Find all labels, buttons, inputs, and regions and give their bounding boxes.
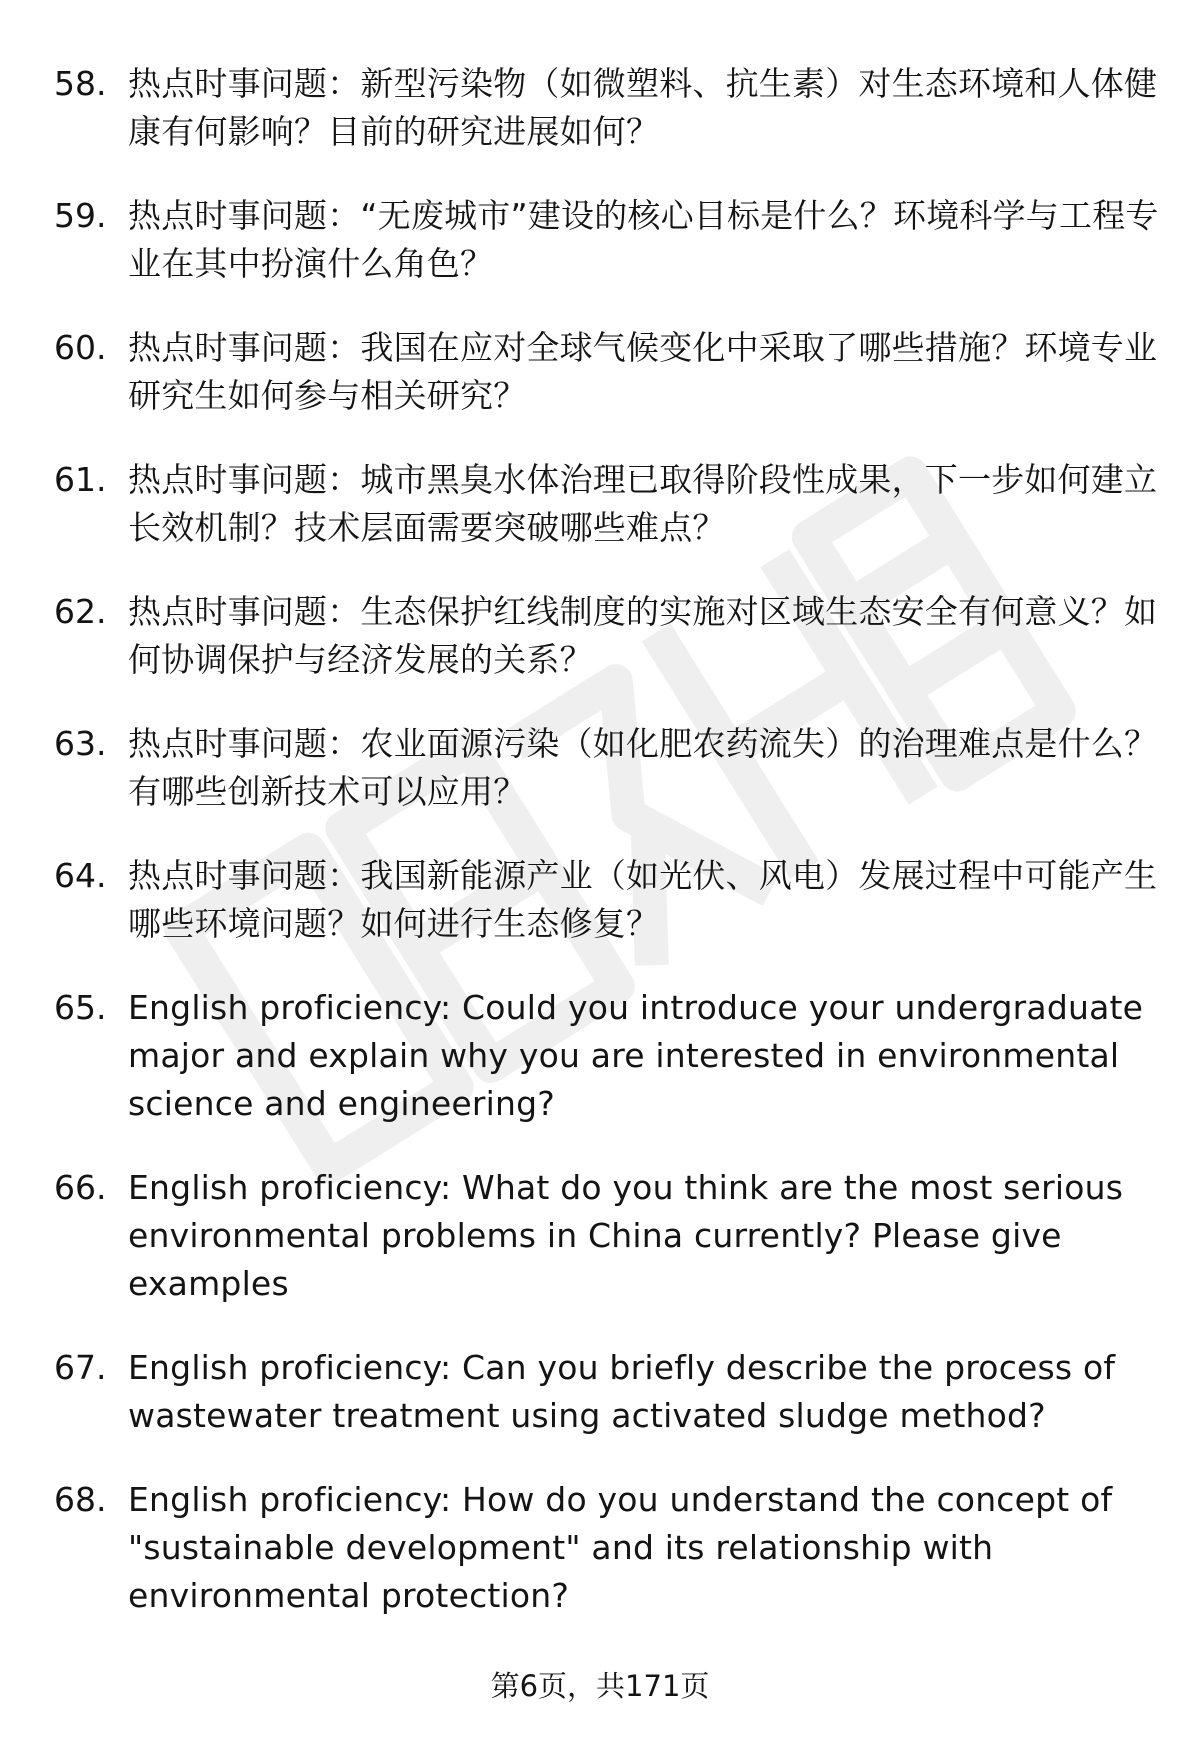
question-number: 61. [54,460,107,499]
question-item [54,456,1164,552]
question-item [54,984,1164,1128]
question-number: 68. [54,1480,107,1519]
question-text: 热点时事问题：“无废城市”建设的核心目标是什么？环境科学与工程专业在其中扮演什么角色？ [128,196,1159,283]
question-item [54,1344,1164,1440]
question-text: 热点时事问题：农业面源污染（如化肥农药流失）的治理难点是什么？有哪些创新技术可以应用？ [128,724,1158,811]
question-text: 热点时事问题：城市黑臭水体治理已取得阶段性成果，下一步如何建立长效机制？技术层面需要突破哪些难点？ [128,460,1158,547]
question-item [54,852,1164,948]
question-number: 59. [54,196,107,235]
question-text: English proficiency: What do you think are the most serious environmental problems in China currently? Please give examples [128,1168,1124,1303]
page-footer [0,1666,1200,1706]
question-number: 64. [54,856,107,895]
question-text: 热点时事问题：生态保护红线制度的实施对区域生态安全有何意义？如何协调保护与经济发展的关系？ [128,592,1158,679]
question-text: English proficiency: Could you introduce your undergraduate major and explain why you are interested in environmental science and engineering? [128,988,1144,1123]
question-text: 热点时事问题：新型污染物（如微塑料、抗生素）对生态环境和人体健康有何影响？目前的研究进展如何？ [128,64,1158,151]
page-number-label: 第6页，共171页 [490,1669,710,1703]
question-number: 58. [54,64,107,103]
question-number: 62. [54,592,107,631]
question-item [54,192,1164,288]
question-text: English proficiency: How do you understand the concept of "sustainable development" and its relationship with environmental protection? [128,1480,1113,1615]
question-list [54,60,1164,1656]
question-item [54,60,1164,156]
question-number: 66. [54,1168,107,1207]
question-item [54,720,1164,816]
question-number: 65. [54,988,107,1027]
question-number: 63. [54,724,107,763]
question-item [54,1164,1164,1308]
question-item [54,324,1164,420]
question-item [54,1476,1164,1620]
question-text: 热点时事问题：我国在应对全球气候变化中采取了哪些措施？环境专业研究生如何参与相关研究？ [128,328,1158,415]
question-text: English proficiency: Can you briefly describe the process of wastewater treatment using activated sludge method? [128,1348,1116,1435]
question-number: 67. [54,1348,107,1387]
question-number: 60. [54,328,107,367]
question-item [54,588,1164,684]
question-text: 热点时事问题：我国新能源产业（如光伏、风电）发展过程中可能产生哪些环境问题？如何进行生态修复？ [128,856,1158,943]
